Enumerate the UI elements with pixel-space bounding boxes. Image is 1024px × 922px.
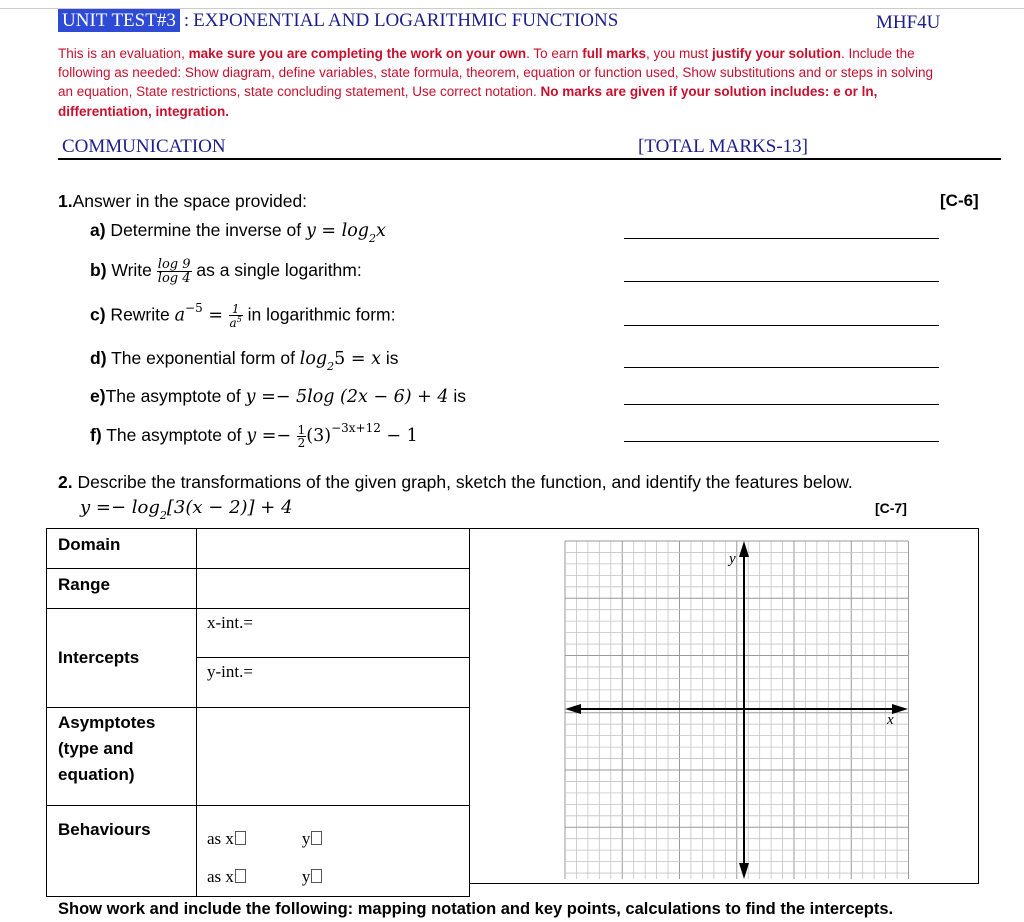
header-separator: :	[183, 10, 190, 31]
q2-marks: [C-7]	[875, 500, 907, 516]
q1-prompt: 1.Answer in the space provided:	[58, 191, 308, 211]
q2-equation: $y =- \log_2[3(x - 2)] + 4$	[80, 497, 293, 522]
q1d-answer-line[interactable]	[624, 367, 939, 368]
behaviours-answer-cell[interactable]	[197, 806, 470, 897]
q1c-answer-line[interactable]	[624, 325, 939, 326]
intercepts-label: Intercepts	[47, 609, 197, 708]
course-code: MHF4U	[876, 12, 941, 33]
q1a-answer-line[interactable]	[624, 238, 939, 239]
q1-marks: [C-6]	[940, 191, 979, 210]
instructions-line-4: differentiation, integration.	[58, 104, 229, 119]
footer-instructions: Show work and include the following: mapping notation and key points, calculations to find the intercepts.	[58, 900, 894, 918]
y-axis-up-arrow-icon	[739, 541, 749, 557]
q1b-answer-line[interactable]	[624, 281, 939, 282]
header	[58, 10, 618, 32]
arrow-placeholder-icon	[235, 869, 246, 883]
q1e-answer-line[interactable]	[624, 404, 939, 405]
domain-label: Domain	[47, 529, 197, 569]
range-answer-cell[interactable]	[197, 569, 470, 609]
arrow-placeholder-icon	[311, 869, 322, 883]
coordinate-grid[interactable]	[470, 529, 978, 885]
q1d: d) The exponential form of $\log_25 = x$ is	[90, 348, 399, 373]
x-intercept-cell[interactable]: x-int.=	[197, 609, 470, 658]
y-intercept-cell[interactable]: y-int.=	[197, 658, 470, 708]
section-name: COMMUNICATION	[62, 136, 226, 157]
behaviours-label: Behaviours	[47, 806, 197, 897]
section-rule	[58, 158, 1001, 160]
unit-test-badge: UNIT TEST#3	[58, 9, 180, 32]
behaviour-row-2: as x y	[207, 858, 469, 896]
q1a: a) Determine the inverse of $y = \log_2x$	[90, 220, 386, 245]
arrow-placeholder-icon	[235, 831, 246, 845]
asymptotes-label: Asymptotes (type and equation)	[47, 708, 197, 806]
instructions-line-1: This is an evaluation, make sure you are completing the work on your own. To earn full marks, you must justify your solution. Include the	[58, 46, 915, 61]
q1f-answer-line[interactable]	[624, 441, 939, 442]
y-axis-label: y	[729, 551, 736, 567]
section-marks: [TOTAL MARKS-13]	[638, 136, 808, 157]
domain-answer-cell[interactable]	[197, 529, 470, 569]
q1f: f) The asymptote of y =− $\frac{1}{2}$ $(3)^{-3x+12} - 1$	[90, 421, 418, 450]
behaviour-row-1: as x y	[207, 820, 469, 858]
arrow-placeholder-icon	[311, 831, 322, 845]
header-rule	[0, 8, 1024, 9]
features-table	[46, 528, 470, 897]
asymptotes-answer-cell[interactable]	[197, 708, 470, 806]
test-title: EXPONENTIAL AND LOGARITHMIC FUNCTIONS	[193, 10, 619, 31]
x-axis-label: x	[887, 712, 894, 728]
graph-area[interactable]	[470, 528, 979, 884]
instructions-line-3: an equation, State restrictions, state concluding statement, Use correct notation. No marks are given if your solution includes: e or ln,	[58, 84, 878, 99]
q1b: b) Write $\frac{\log 9}{\log 4}$ as a single logarithm:	[90, 257, 362, 286]
range-label: Range	[47, 569, 197, 609]
q2-prompt: 2. Describe the transformations of the given graph, sketch the function, and identify the features below.	[58, 472, 853, 492]
q1e: e)The asymptote of y =− 5log (2x − 6) + 4 is	[90, 386, 467, 407]
instructions-line-2: following as needed: Show diagram, define variables, state formula, theorem, equation or function used, Show substitutions and or steps in solving	[58, 65, 934, 80]
y-axis-down-arrow-icon	[739, 863, 749, 879]
q1c: c) Rewrite $a^{-5}$ = $\frac{1}{a^5}$ in logarithmic form:	[90, 300, 396, 330]
